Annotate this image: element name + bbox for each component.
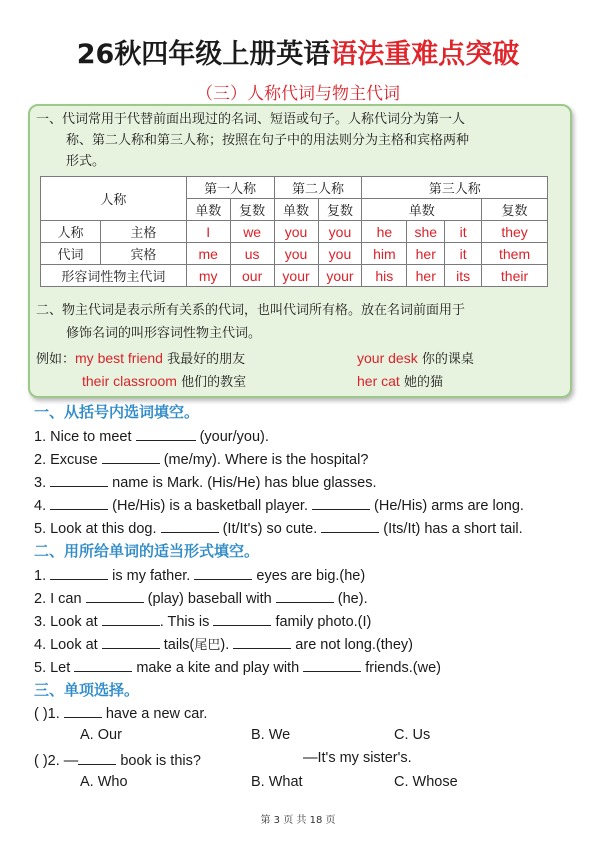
choice-question: ( )2. — book is this? (34, 750, 201, 769)
header-singular: 单数 (362, 199, 482, 221)
answer-blank[interactable] (86, 588, 144, 603)
question-reply: —It's my sister's. (303, 750, 412, 766)
page-title (0, 32, 596, 71)
header-first-person: 第一人称 (186, 177, 274, 199)
answer-blank[interactable] (303, 657, 361, 672)
section-two-heading: 二、用所给单词的适当形式填空。 (34, 542, 260, 560)
example-zh: 你的课桌 (421, 352, 474, 367)
answer-blank[interactable] (276, 588, 334, 603)
table-cell: your (274, 265, 318, 287)
row-label-objective: 宾格 (100, 243, 186, 265)
example-item (82, 371, 246, 393)
table-corner: 人称 (41, 177, 187, 221)
table-cell: me (186, 243, 230, 265)
row-label-possessive: 形容词性物主代词 (41, 265, 187, 287)
answer-blank[interactable] (64, 703, 102, 718)
answer-blank[interactable] (50, 495, 108, 510)
example-zh: 她的猫 (403, 375, 443, 390)
table-cell: her (407, 243, 445, 265)
example-en: your desk (357, 350, 418, 366)
row-label-nominative: 主格 (100, 221, 186, 243)
example-en: her cat (357, 373, 400, 389)
exercise-line: 1. is my father. eyes are big.(he) (34, 565, 365, 584)
answer-blank[interactable] (74, 657, 132, 672)
header-singular: 单数 (274, 199, 318, 221)
answer-blank[interactable] (321, 518, 379, 533)
answer-blank[interactable] (50, 565, 108, 580)
header-second-person: 第二人称 (274, 177, 362, 199)
table-cell: his (362, 265, 407, 287)
answer-blank[interactable] (136, 426, 196, 441)
exercise-line: 4. (He/His) is a basketball player. (He/His) arms are long. (34, 495, 524, 514)
table-cell: him (362, 243, 407, 265)
option-b[interactable]: B. What (251, 774, 303, 790)
rule-two-line1: 二、物主代词是表示所有关系的代词，也叫代词所有格。放在名词前面用于 (36, 303, 466, 318)
table-cell: our (230, 265, 274, 287)
table-cell: her (407, 265, 445, 287)
title-main: 26秋四年级上册英语 (76, 39, 331, 70)
example-item (357, 348, 474, 370)
answer-blank[interactable] (102, 449, 160, 464)
header-singular: 单数 (186, 199, 230, 221)
table-cell: my (186, 265, 230, 287)
header-plural: 复数 (318, 199, 362, 221)
table-cell: their (482, 265, 548, 287)
rule-two-line2: 修饰名词的叫形容词性物主代词。 (66, 326, 262, 341)
pronoun-table (40, 176, 548, 287)
table-cell: they (482, 221, 548, 243)
rule-one-line3: 形式。 (66, 154, 106, 169)
exercise-line: 5. Look at this dog. (It/It's) so cute. (Its/It) has a short tail. (34, 518, 523, 537)
exercise-line: 2. Excuse (me/my). Where is the hospital? (34, 449, 368, 468)
table-cell: she (407, 221, 445, 243)
table-cell: it (445, 221, 482, 243)
example-row-1 (36, 348, 245, 370)
example-item (357, 371, 443, 393)
table-cell: you (274, 243, 318, 265)
example-zh: 我最好的朋友 (167, 352, 246, 367)
answer-blank[interactable] (102, 611, 160, 626)
table-cell: your (318, 265, 362, 287)
option-a[interactable]: A. Who (80, 774, 128, 790)
answer-blank[interactable] (194, 565, 252, 580)
header-plural: 复数 (230, 199, 274, 221)
exercise-line: 4. Look at tails(尾巴). are not long.(they) (34, 634, 413, 653)
exercise-line: 5. Let make a kite and play with friends.(we) (34, 657, 441, 676)
table-cell: he (362, 221, 407, 243)
option-a[interactable]: A. Our (80, 727, 122, 743)
option-c[interactable]: C. Us (394, 727, 431, 743)
answer-blank[interactable] (233, 634, 291, 649)
exercise-line: 2. I can (play) baseball with (he). (34, 588, 368, 607)
rule-one-line2: 称、第二人称和第三人称；按照在句子中的用法则分为主格和宾格两种 (66, 133, 470, 148)
answer-blank[interactable] (78, 750, 116, 765)
header-third-person: 第三人称 (362, 177, 548, 199)
option-b[interactable]: B. We (251, 727, 291, 743)
table-cell: us (230, 243, 274, 265)
exercise-line: 3. Look at . This is family photo.(I) (34, 611, 371, 630)
example-en: my best friend (75, 350, 163, 366)
section-subtitle: （三）人称代词与物主代词 (196, 84, 400, 104)
table-cell: you (318, 221, 362, 243)
answer-blank[interactable] (50, 472, 108, 487)
table-cell: it (445, 243, 482, 265)
example-en: their classroom (82, 373, 177, 389)
example-zh: 他们的教室 (181, 375, 247, 390)
page-footer: 第 3 页 共 18 页 (260, 815, 336, 826)
table-cell: I (186, 221, 230, 243)
row-group-label: 代词 (41, 243, 101, 265)
rule-one-line1: 一、代词常用于代替前面出现过的名词、短语或句子。人称代词分为第一人 (36, 112, 466, 127)
header-plural: 复数 (482, 199, 548, 221)
table-cell: its (445, 265, 482, 287)
table-cell: you (318, 243, 362, 265)
option-c[interactable]: C. Whose (394, 774, 458, 790)
answer-blank[interactable] (161, 518, 219, 533)
example-label: 例如： (36, 352, 76, 367)
table-cell: them (482, 243, 548, 265)
answer-blank[interactable] (312, 495, 370, 510)
section-one-heading: 一、从括号内选词填空。 (34, 403, 200, 421)
title-highlight: 语法重难点突破 (330, 39, 520, 70)
answer-blank[interactable] (102, 634, 160, 649)
table-cell: we (230, 221, 274, 243)
table-cell: you (274, 221, 318, 243)
row-group-label: 人称 (41, 221, 101, 243)
exercise-line: 1. Nice to meet (your/you). (34, 426, 269, 445)
answer-blank[interactable] (213, 611, 271, 626)
choice-question: ( )1. have a new car. (34, 703, 207, 722)
section-three-heading: 三、单项选择。 (34, 681, 140, 699)
exercise-line: 3. name is Mark. (His/He) has blue glasses. (34, 472, 376, 491)
